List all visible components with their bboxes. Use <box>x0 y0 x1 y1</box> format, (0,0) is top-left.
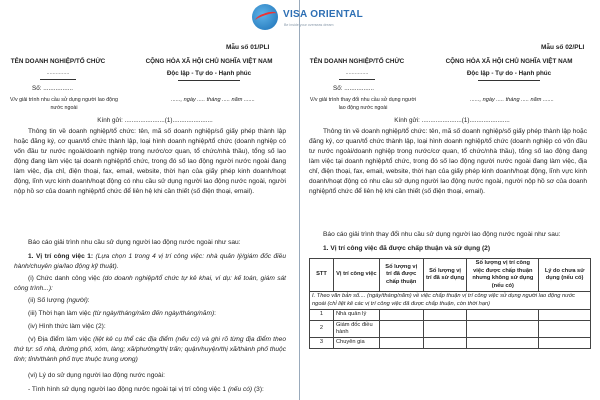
motto: Độc lập - Tự do - Hạnh phúc <box>166 70 252 77</box>
stt-cell: 2 <box>310 320 334 338</box>
unused-cell <box>467 338 539 348</box>
item-iii-label: (iii) Thời hạn làm việc <box>28 310 91 317</box>
table-note-row <box>310 292 591 310</box>
stt-cell: 1 <box>310 310 334 320</box>
position-cell: Chuyên gia <box>333 338 379 348</box>
document-number: Số: ................. <box>333 85 374 92</box>
item-ii-label: (ii) Số lượng <box>28 297 65 304</box>
stt-cell: 3 <box>310 338 334 348</box>
reason-cell <box>539 338 591 348</box>
form-02-page <box>301 0 600 400</box>
positions-table <box>309 258 591 349</box>
item-i-label: (i) Chức danh công việc <box>28 275 101 282</box>
form-number: Mẫu số 02/PLI <box>541 44 585 51</box>
subject-line: V/v giải trình nhu cầu sử dụng người lao động nước ngoài <box>9 97 119 111</box>
logo-brand: VISA ORIENTAL <box>283 9 364 20</box>
position-cell: Nhà quản lý <box>333 310 379 320</box>
position-cell: Giám đốc điều hành <box>333 320 379 338</box>
date-line: ......, ngày ..... tháng ..... năm ....... <box>470 97 554 103</box>
nation-title: CỘNG HÒA XÃ HỘI CHỦ NGHĨA VIỆT NAM <box>445 58 573 65</box>
note-cell: I. Theo văn bản số.... (ngày/tháng/năm) về việc chấp thuận vị trí công việc sử dụng người lao động nước ngoài (chỉ liệt kê các vị trí công việc đã được chấp thuận, còn thời hạn) <box>310 292 591 310</box>
form-number: Mẫu số 01/PLI <box>226 44 270 51</box>
org-title: TÊN DOANH NGHIỆP/TỔ CHỨC <box>10 58 106 65</box>
org-name-placeholder: ............... <box>46 70 70 76</box>
motto-underline <box>478 80 540 81</box>
item-iv: (iv) Hình thức làm việc (2): <box>28 323 106 330</box>
date-line: ......, ngày ..... tháng ..... năm ....... <box>171 97 255 103</box>
approved-cell <box>379 338 423 348</box>
item-i-note: (do doanh nghiệp/tổ chức tự kê khai, ví dụ: kế toán, giám sát công trình...): <box>14 275 286 292</box>
col-reason: Lý do chưa sử dụng (nếu có) <box>539 259 591 292</box>
logo-tagline: Be inside your overseas dream <box>284 23 334 27</box>
nation-title: CỘNG HÒA XÃ HỘI CHỦ NGHĨA VIỆT NAM <box>145 58 273 65</box>
col-stt: STT <box>310 259 334 292</box>
motto-underline <box>178 80 240 81</box>
reason-cell <box>539 320 591 338</box>
used-cell <box>423 338 467 348</box>
page-divider <box>299 0 300 400</box>
section-1 <box>14 252 286 272</box>
unused-cell <box>467 310 539 320</box>
col-unused: Số lượng vị trí công việc được chấp thuận nhưng không sử dụng (nếu có) <box>467 259 539 292</box>
report-line: Báo cáo giải trình thay đổi nhu cầu sử dụng người lao động nước ngoài như sau: <box>323 231 561 238</box>
approved-cell <box>379 310 423 320</box>
org-name-placeholder: ............... <box>345 70 369 76</box>
org-title: TÊN DOANH NGHIỆP/TỔ CHỨC <box>309 58 405 65</box>
section-1-heading: 1. Vị trí công việc đã được chấp thuận và sử dụng (2) <box>323 245 491 252</box>
item-vi: (vi) Lý do sử dụng người lao động nước ngoài: <box>28 372 165 379</box>
table-row <box>310 338 591 348</box>
company-info-paragraph: Thông tin về doanh nghiệp/tổ chức: tên, mã số doanh nghiệp/số giấy phép thành lập hoặc đăng ký, cơ quan/tổ chức thành lập, loại hình doanh nghiệp/tổ chức (doanh nghiệp có vốn đầu tư nước ngoài/doanh nghiệp trong nước/cơ quan, tổ chức/nhà thầu), tổng số lao động đang làm việc tại doanh nghiệp/tổ chức, trong đó số lao động người nước ngoài đang làm việc, địa chỉ, điện thoại, fax, email, website, thời hạn của giấy phép kinh doanh/hoạt động, lĩnh vực kinh doanh/hoạt động có nhu cầu sử dụng người lao động nước ngoài, người nộp hồ sơ của doanh nghiệp/tổ chức để liên hệ khi cần thiết (số điện thoại, email). <box>309 128 587 195</box>
item-usage-end: (3): <box>253 386 264 393</box>
recipient: Kính gửi: .......................(1)....................... <box>394 117 510 124</box>
col-approved: Số lượng vị trí đã được chấp thuận <box>379 259 423 292</box>
org-underline <box>40 79 76 80</box>
report-line: Báo cáo giải trình nhu cầu sử dụng người lao động nước ngoài như sau: <box>28 239 241 246</box>
item-usage-label: - Tình hình sử dụng người lao động nước ngoài tại vị trí công việc 1 <box>28 386 227 393</box>
company-info-paragraph: Thông tin về doanh nghiệp/tổ chức: tên, mã số doanh nghiệp/số giấy phép thành lập hoặc đăng ký, cơ quan/tổ chức thành lập, loại hình doanh nghiệp/tổ chức (doanh nghiệp có vốn đầu tư nước ngoài/doanh nghiệp trong nước/cơ quan, tổ chức/nhà thầu), tổng số lao động đang làm việc tại doanh nghiệp/tổ chức, trong đó số lao động người nước ngoài đang làm việc, địa chỉ, điện thoại, fax, email, website, thời hạn của giấy phép kinh doanh/hoạt động, lĩnh vực kinh doanh/hoạt động có nhu cầu sử dụng người lao động nước ngoài, người nộp hồ sơ của doanh nghiệp/tổ chức để liên hệ khi cần thiết (số điện thoại, email). <box>14 128 286 195</box>
section-1-heading: 1. Vị trí công việc 1: <box>28 253 94 260</box>
table-row <box>310 320 591 338</box>
table-row <box>310 310 591 320</box>
visa-oriental-logo <box>252 2 392 34</box>
used-cell <box>423 310 467 320</box>
motto: Độc lập - Tự do - Hạnh phúc <box>466 70 552 77</box>
used-cell <box>423 320 467 338</box>
item-v-label: (v) Địa điểm làm việc <box>28 336 91 343</box>
org-underline <box>339 79 375 80</box>
item-iii: (iii) Thời hạn làm việc (từ ngày/tháng/năm đến ngày/tháng/năm): <box>28 310 217 317</box>
unused-cell <box>467 320 539 338</box>
item-ii-note: (người) <box>66 297 88 304</box>
subject-line: V/v giải trình thay đổi nhu cầu sử dụng người lao động nước ngoài <box>309 97 417 111</box>
approved-cell <box>379 320 423 338</box>
reason-cell <box>539 310 591 320</box>
document-number: Số: ................. <box>32 85 73 92</box>
col-used: Số lượng vị trí đã sử dụng <box>423 259 467 292</box>
item-usage-note: (nếu có) <box>227 386 253 393</box>
item-i <box>14 274 286 294</box>
item-v-note: (liệt kê cụ thể các địa điểm (nếu có) và ghi rõ từng địa điểm theo thứ tự: số nhà, đường phố, xóm, làng; xã/phường/thị trấn; quận/huyện/thị xã/thành phố thuộc tỉnh; tỉnh/thành phố trực thuộc trung ương) <box>14 336 286 363</box>
section-1-note: (Lựa chọn 1 trong 4 vị trí công việc: nhà quản lý/giám đốc điều hành/chuyên gia/lao động kỹ thuật). <box>14 253 286 270</box>
item-v <box>14 335 286 365</box>
col-position: Vị trí công việc <box>333 259 379 292</box>
table-header-row <box>310 259 591 292</box>
item-usage <box>28 385 286 395</box>
item-iii-note: (từ ngày/tháng/năm đến ngày/tháng/năm) <box>92 310 215 317</box>
recipient: Kính gửi: .......................(1)....................... <box>97 117 213 124</box>
item-ii: (ii) Số lượng (người): <box>28 297 90 304</box>
